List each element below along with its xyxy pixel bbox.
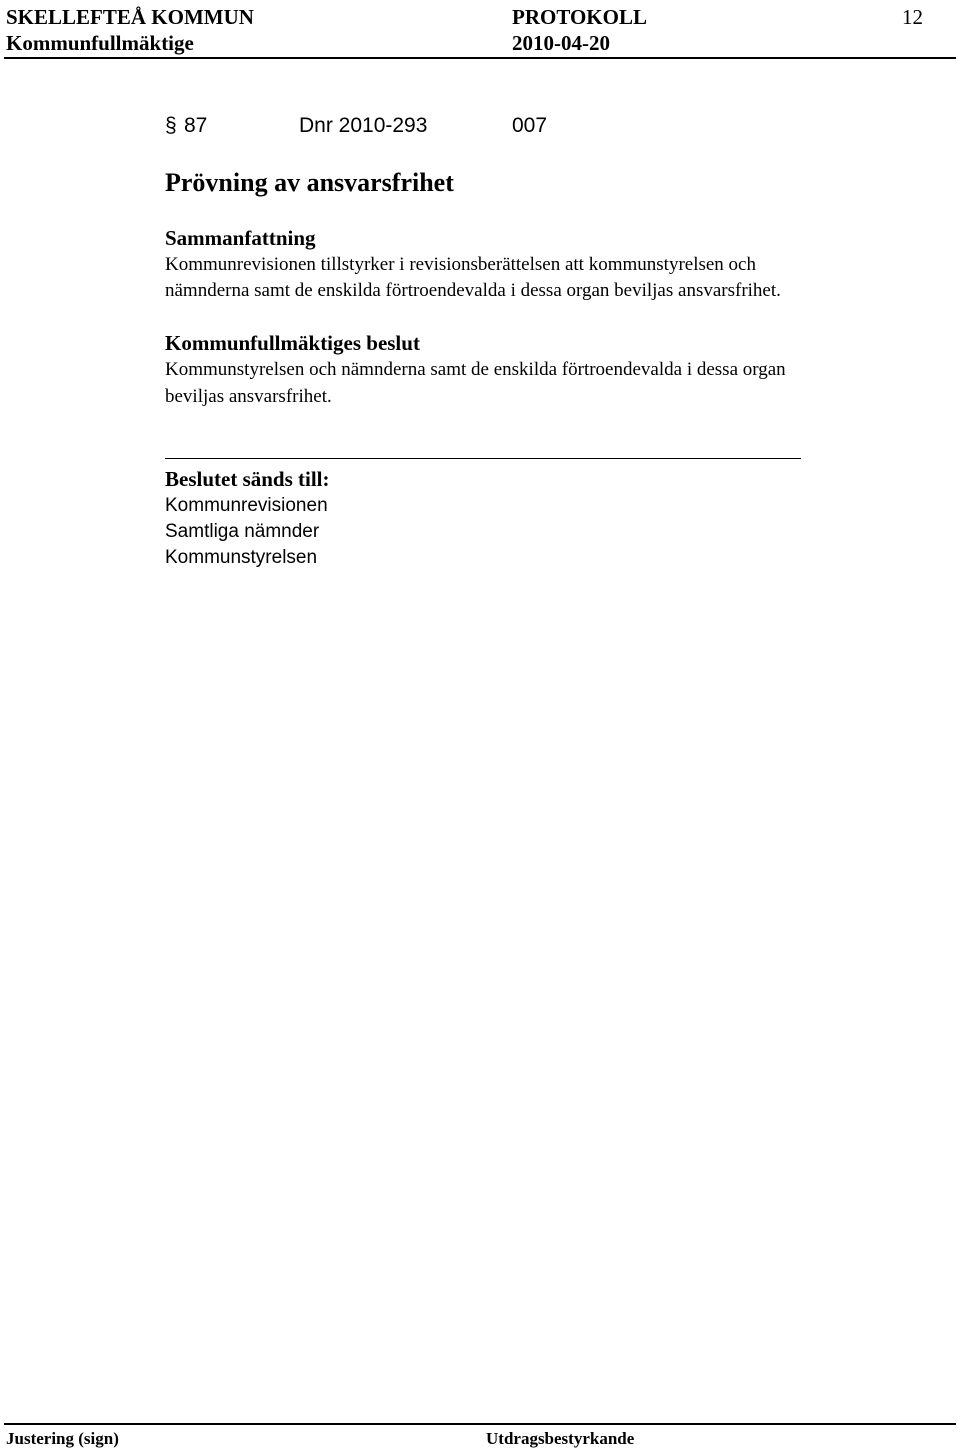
dnr-number: Dnr 2010-293 — [299, 114, 428, 137]
header-date: 2010-04-20 — [512, 31, 610, 55]
decision-heading: Kommunfullmäktiges beslut — [165, 331, 420, 355]
distribution-heading: Beslutet sänds till: — [165, 467, 330, 491]
page-title: Prövning av ansvarsfrihet — [165, 168, 454, 197]
header-org: SKELLEFTEÅ KOMMUN — [6, 5, 254, 29]
paragraph-number: 87 — [184, 114, 208, 137]
divider-line — [165, 458, 801, 459]
header-rule — [4, 57, 956, 59]
paragraph-symbol: § — [165, 114, 177, 137]
footer-utdragsbestyrkande: Utdragsbestyrkande — [486, 1429, 635, 1448]
footer-rule — [4, 1423, 956, 1425]
decision-line: beviljas ansvarsfrihet. — [165, 386, 332, 407]
dnr-code: 007 — [512, 114, 548, 137]
summary-line: Kommunrevisionen tillstyrker i revisionsberättelsen att kommunstyrelsen och — [165, 254, 756, 275]
recipient-item: Samtliga nämnder — [165, 521, 320, 542]
recipient-item: Kommunrevisionen — [165, 495, 328, 516]
decision-line: Kommunstyrelsen och nämnderna samt de enskilda förtroendevalda i dessa organ — [165, 359, 786, 380]
recipient-item: Kommunstyrelsen — [165, 547, 318, 568]
summary-heading: Sammanfattning — [165, 226, 316, 250]
header-doc-type: PROTOKOLL — [512, 5, 647, 29]
page-number: 12 — [902, 5, 923, 29]
footer-justering: Justering (sign) — [6, 1429, 119, 1448]
header-body: Kommunfullmäktige — [6, 31, 194, 55]
summary-line: nämnderna samt de enskilda förtroendevalda i dessa organ beviljas ansvarsfrihet. — [165, 280, 781, 301]
